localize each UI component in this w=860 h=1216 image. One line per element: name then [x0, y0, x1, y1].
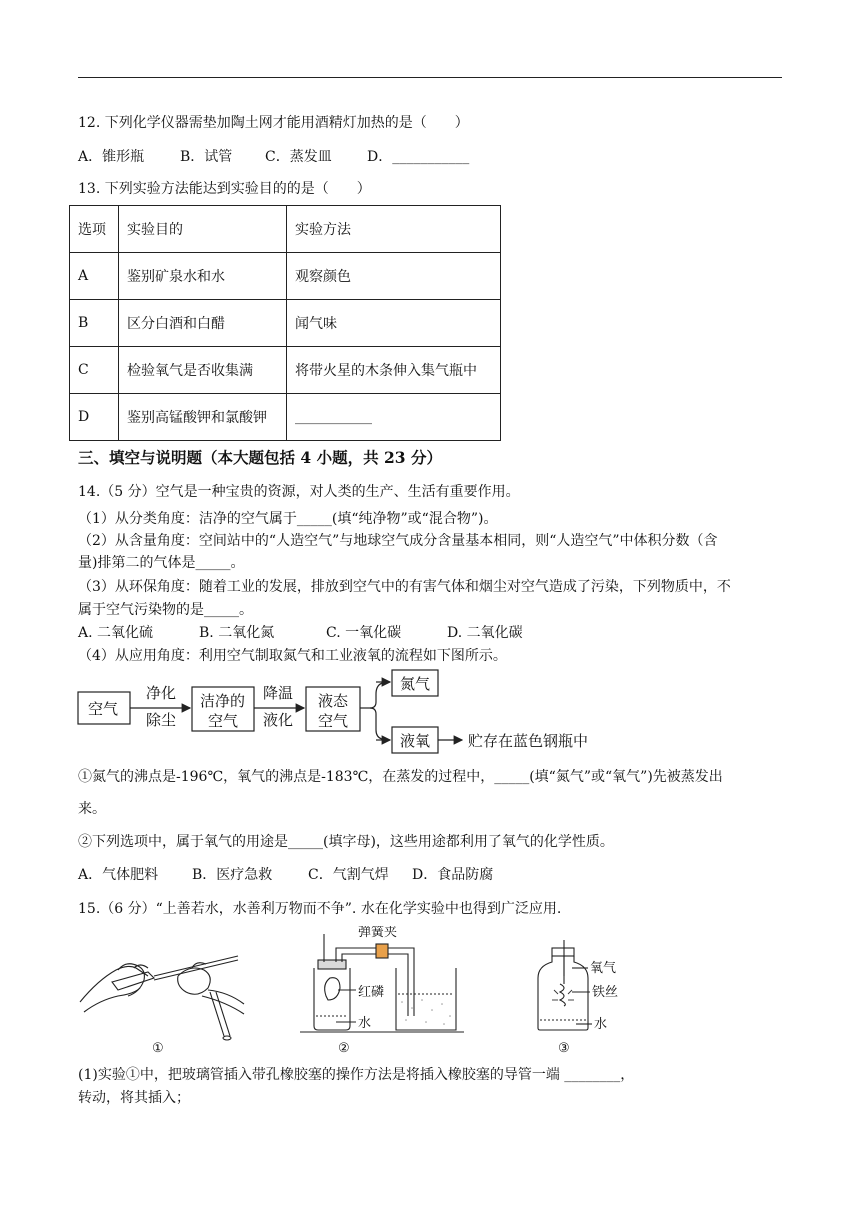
- q12-option-c: C．蒸发皿: [265, 149, 332, 165]
- figure-2-phosphorus-label: 红磷: [358, 985, 385, 1000]
- q14-sub1-line2: 来。: [78, 801, 106, 817]
- flow-diagram: [76, 668, 636, 756]
- q13-table: [69, 205, 501, 441]
- figure-2-water-label: 水: [358, 1016, 372, 1031]
- flow-label-liquefy: 液化: [263, 711, 294, 729]
- figure-1-label: ①: [152, 1041, 164, 1055]
- table-cell: B: [70, 300, 119, 347]
- q14-stem: 14.（5 分）空气是一种宝贵的资源，对人类的生产、生活有重要作用。: [78, 484, 520, 500]
- q14-part2-line1: （2）从含量角度：空间站中的“人造空气”与地球空气成分含量基本相同，则“人造空气”中体积分数（含: [78, 533, 718, 549]
- q14-part3-option-a: A. 二氧化硫: [78, 625, 154, 641]
- figure-2-clip-label: 弹簧夹: [358, 926, 398, 940]
- table-cell: 将带火星的木条伸入集气瓶中: [287, 347, 501, 394]
- flow-brace: [370, 682, 388, 740]
- table-row: [70, 253, 501, 300]
- figure-3-water-label: 水: [594, 1017, 608, 1032]
- q14-sub2-option-d: D．食品防腐: [412, 867, 494, 883]
- flow-label-cool: 降温: [263, 684, 294, 702]
- table-row: [70, 394, 501, 441]
- connecting-tube: [336, 948, 414, 1016]
- header-rule: [78, 77, 782, 78]
- q14-part3-line2: 属于空气污染物的是_____。: [78, 602, 253, 618]
- q14-part4: （4）从应用角度：利用空气制取氮气和工业液氧的流程如下图所示。: [78, 648, 507, 664]
- tube-handle: [210, 992, 224, 1036]
- figure-3-wire-label: 铁丝: [592, 985, 619, 1000]
- figure-2-label: ②: [338, 1041, 350, 1056]
- figure-3: [528, 940, 648, 1058]
- q14-sub2-option-c: C．气割气焊: [308, 867, 389, 883]
- table-cell: 鉴别矿泉水和水: [119, 253, 287, 300]
- figure-1: [78, 940, 248, 1055]
- right-hand: [178, 968, 211, 994]
- flow-label-liquid-oxygen: 液氧: [400, 732, 431, 750]
- table-row: [70, 347, 501, 394]
- table-cell: 观察颜色: [287, 253, 501, 300]
- q14-part3-option-c: C. 一氧化碳: [326, 625, 402, 641]
- q12-option-a: A．锥形瓶: [78, 149, 145, 165]
- q12-option-b: B．试管: [180, 149, 233, 165]
- beaker: [396, 968, 456, 1030]
- q15-part1-line2: 转动，将其插入；: [78, 1090, 190, 1106]
- flow-label-liquid-bot: 空气: [318, 712, 349, 730]
- glass-tube: [154, 956, 238, 976]
- phosphorus-spoon: [325, 978, 340, 1000]
- flow-label-nitrogen: 氮气: [400, 675, 431, 693]
- q14-sub1-line1: ①氮气的沸点是-196℃，氧气的沸点是-183℃，在蒸发的过程中，_____(填“氮气”或“氧气”)先被蒸发出: [78, 769, 723, 785]
- flow-label-liquid-top: 液态: [318, 692, 349, 710]
- flow-label-clean-top: 洁净的: [200, 692, 246, 710]
- section-heading: 三、填空与说明题（本大题包括 4 小题，共 23 分）: [78, 448, 442, 467]
- rubber-stopper: [112, 972, 154, 990]
- figure-3-oxygen-label: 氧气: [590, 961, 617, 976]
- q13-stem: 13. 下列实验方法能达到实验目的的是（ ）: [78, 181, 371, 197]
- table-cell: 区分白酒和白醋: [119, 300, 287, 347]
- table-cell: 闻气味: [287, 300, 501, 347]
- q14-sub2: ②下列选项中，属于氧气的用途是_____(填字母)，这些用途都利用了氧气的化学性质。: [78, 834, 614, 850]
- table-header-cell: 实验方法: [287, 206, 501, 253]
- q12-option-d: D．___________: [367, 149, 470, 165]
- table-cell: ___________: [287, 394, 501, 441]
- table-header-cell: 实验目的: [119, 206, 287, 253]
- q14-part3-option-b: B. 二氧化氮: [199, 625, 275, 641]
- bottle-stopper: [552, 948, 574, 956]
- table-cell: 检验氧气是否收集满: [119, 347, 287, 394]
- q15-part1-line1: (1)实验①中，把玻璃管插入带孔橡胶塞的操作方法是将插入橡胶塞的导管一端 ________，: [78, 1067, 635, 1083]
- flow-label-storage: 贮存在蓝色钢瓶中: [468, 732, 589, 750]
- q14-sub2-option-a: A．气体肥料: [78, 867, 159, 883]
- spring-clip: [376, 944, 388, 958]
- flow-label-air: 空气: [88, 700, 119, 718]
- left-hand: [118, 964, 144, 996]
- q14-part2-line2: 量)排第二的气体是_____。: [78, 555, 245, 571]
- figure-3-label: ③: [558, 1041, 570, 1056]
- figure-2: [296, 926, 468, 1056]
- q14-part3-line1: （3）从环保角度：随着工业的发展，排放到空气中的有害气体和烟尘对空气造成了污染，下列物质中，不: [78, 579, 731, 595]
- table-header-row: [70, 206, 501, 253]
- table-cell: 鉴别高锰酸钾和氯酸钾: [119, 394, 287, 441]
- flow-label-dedust: 除尘: [146, 711, 177, 729]
- q15-stem: 15.（6 分）“上善若水，水善利万物而不争”. 水在化学实验中也得到广泛应用.: [78, 901, 562, 917]
- table-cell: A: [70, 253, 119, 300]
- flow-label-clean-bot: 空气: [208, 712, 239, 730]
- gas-bottle: [538, 956, 588, 1030]
- flow-label-purify: 净化: [146, 684, 177, 702]
- q12-stem: 12. 下列化学仪器需垫加陶土网才能用酒精灯加热的是（ ）: [78, 115, 469, 131]
- iron-coil: [560, 984, 565, 1006]
- table-header-cell: 选项: [70, 206, 119, 253]
- q14-sub2-option-b: B．医疗急救: [192, 867, 273, 883]
- table-row: [70, 300, 501, 347]
- q14-part1: （1）从分类角度：洁净的空气属于_____(填“纯净物”或“混合物”)。: [78, 511, 498, 527]
- q14-part3-option-d: D. 二氧化碳: [447, 625, 523, 641]
- table-cell: C: [70, 347, 119, 394]
- table-cell: D: [70, 394, 119, 441]
